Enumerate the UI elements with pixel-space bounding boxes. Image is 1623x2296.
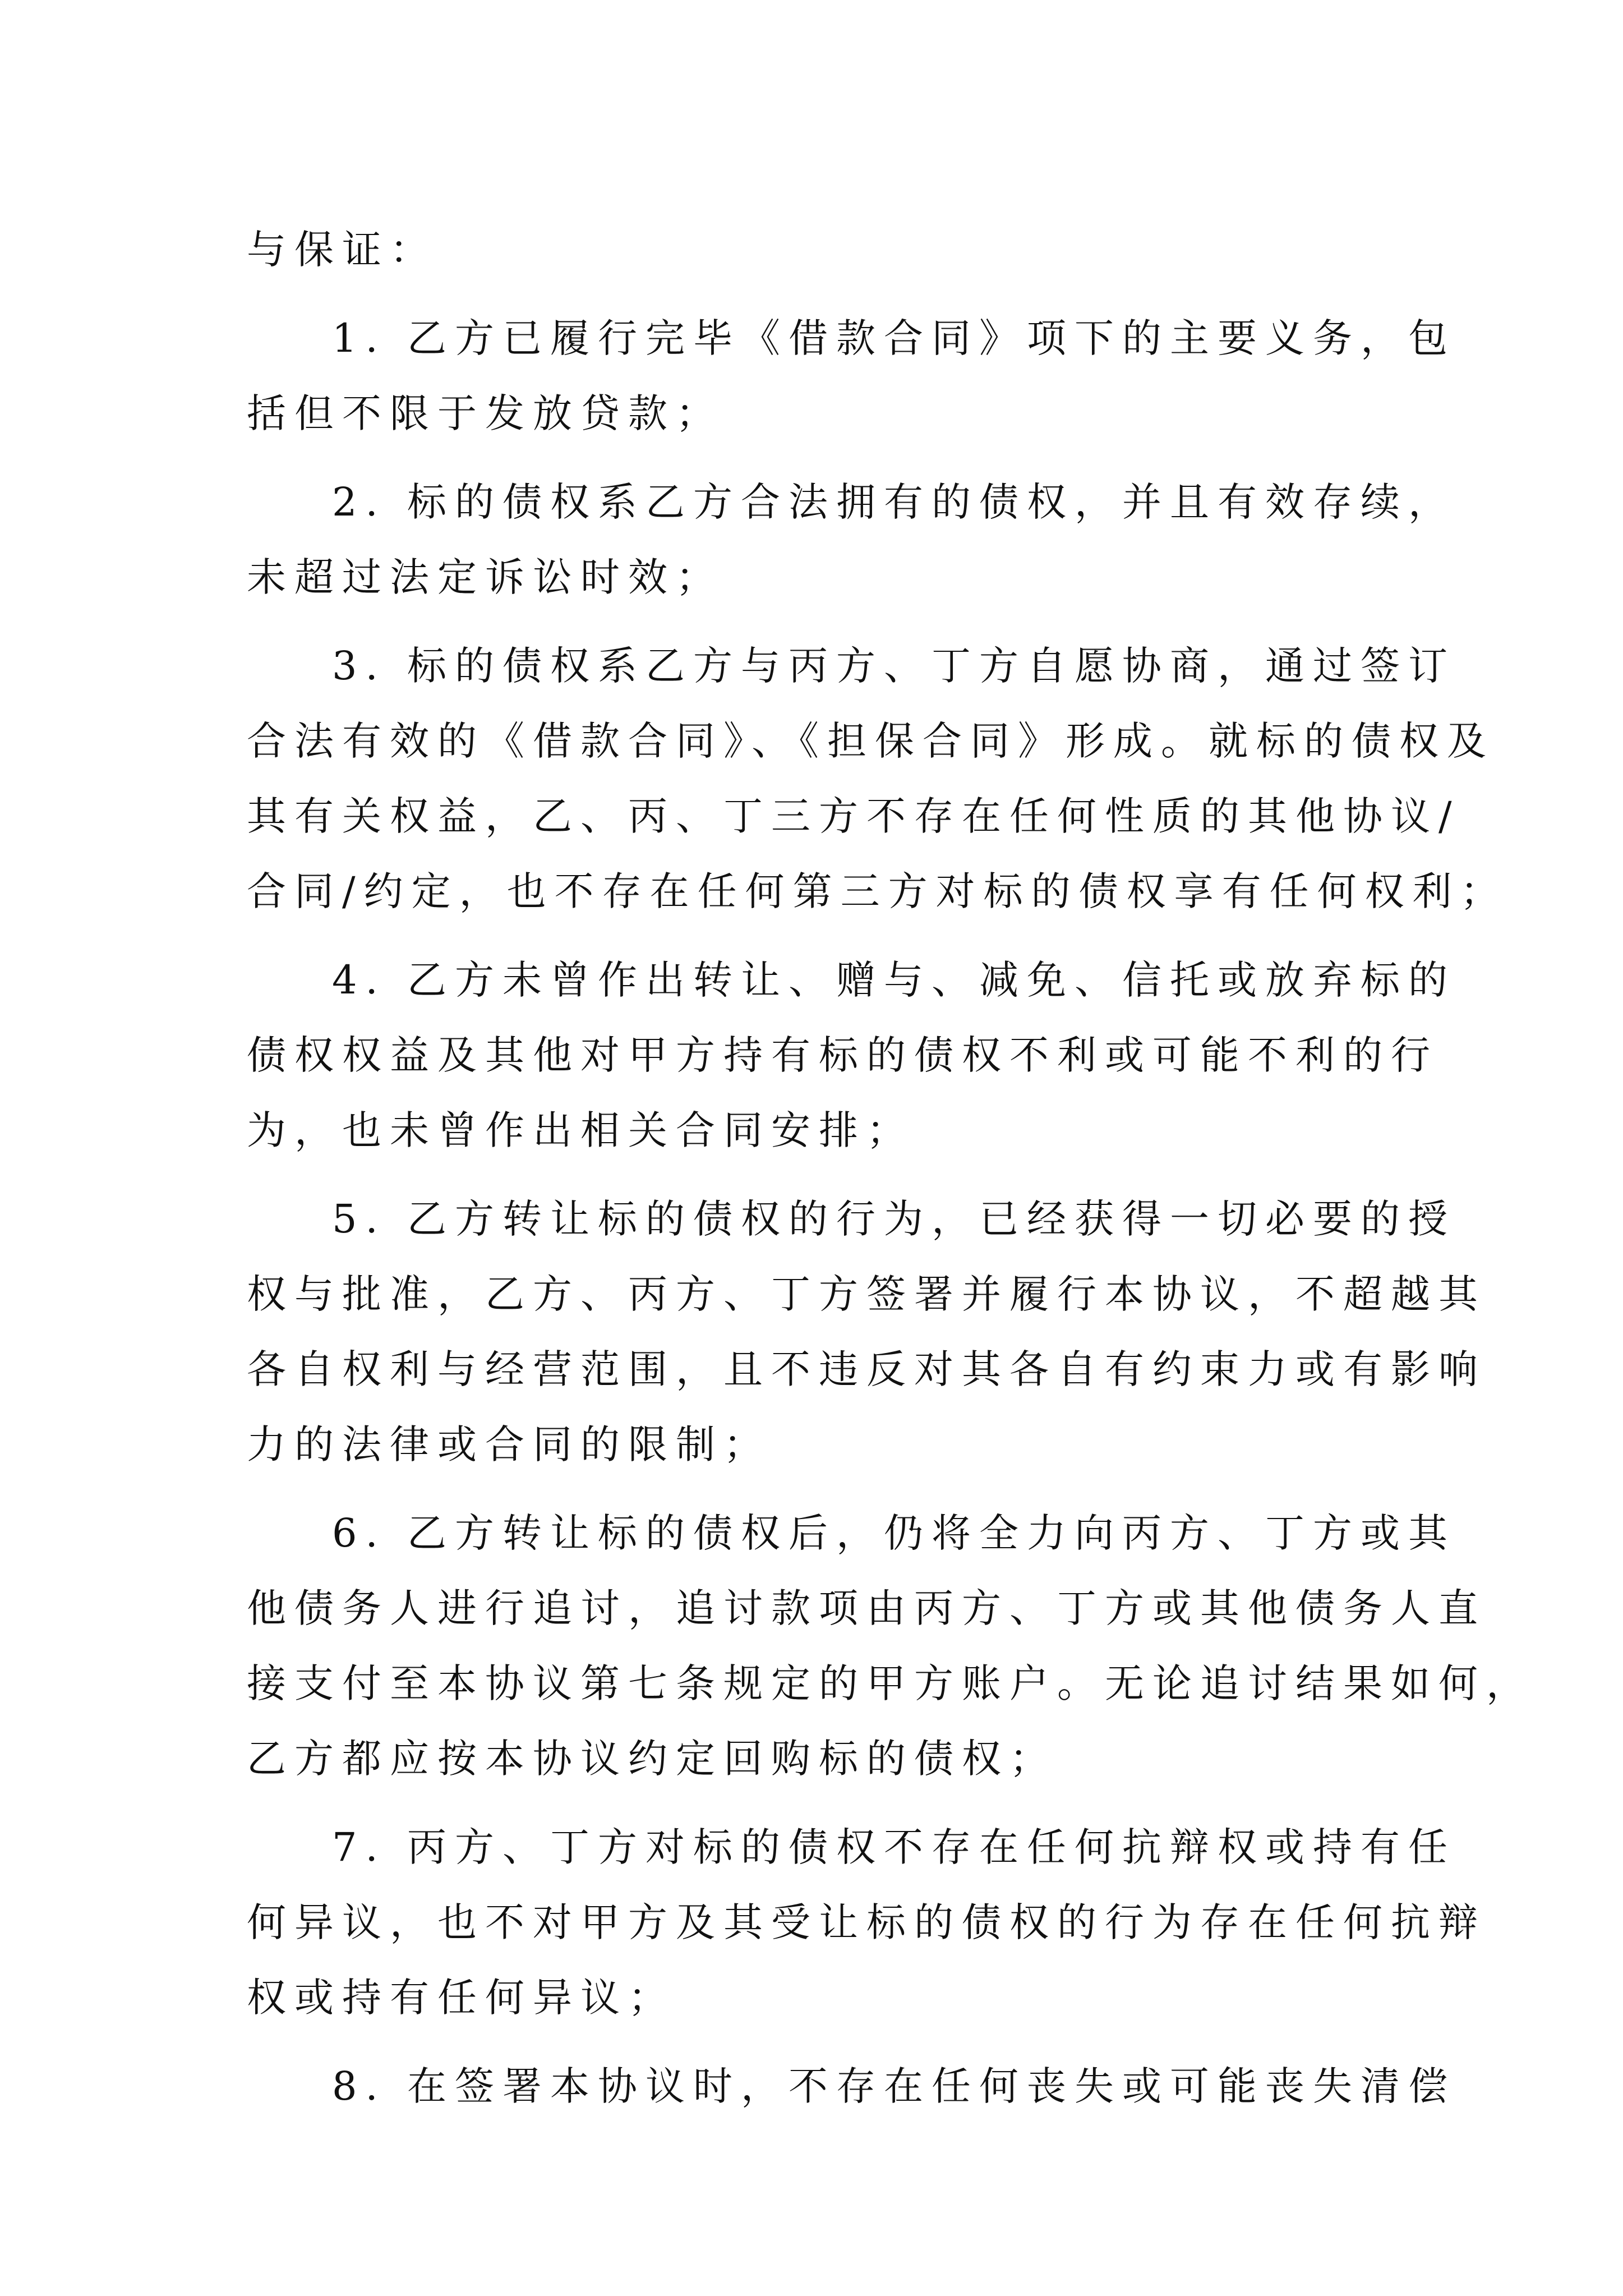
clause-4-line-1: 4. 乙方未曾作出转让、赠与、减免、信托或放弃标的 <box>332 957 1456 1003</box>
clause-1-line-2: 括但不限于发放贷款； <box>247 390 723 436</box>
clause-7 <box>247 1810 1486 2035</box>
paragraph-gap <box>247 615 1385 628</box>
paragraph-gap <box>247 929 1385 942</box>
clause-3 <box>247 628 1508 929</box>
clause-2 <box>247 464 1456 615</box>
paragraph-gap <box>247 451 1385 464</box>
clause-8 <box>247 2049 1456 2124</box>
clause-5-line-1: 5. 乙方转让标的债权的行为，已经获得一切必要的授 <box>332 1196 1456 1242</box>
paragraph-gap <box>247 1168 1385 1181</box>
clause-7-line-1: 7. 丙方、丁方对标的债权不存在任何抗辩权或持有任 <box>332 1824 1456 1870</box>
clause-2-line-1: 2. 标的债权系乙方合法拥有的债权，并且有效存续， <box>332 479 1456 525</box>
clause-2-line-2: 未超过法定诉讼时效； <box>247 554 723 600</box>
clause-8-line-1: 8. 在签署本协议时，不存在任何丧失或可能丧失清偿 <box>332 2063 1456 2109</box>
clause-5-line-3: 各自权利与经营范围，且不违反对其各自有约束力或有影响 <box>247 1346 1486 1392</box>
paragraph-gap <box>247 1796 1385 1810</box>
clause-7-line-2: 何异议，也不对甲方及其受让标的债权的行为存在任何抗辩 <box>247 1899 1486 1945</box>
document-body <box>247 212 1534 2124</box>
clause-6-line-4: 乙方都应按本协议约定回购标的债权； <box>247 1736 1057 1782</box>
clause-6-line-2: 他债务人进行追讨，追讨款项由丙方、丁方或其他债务人直 <box>247 1585 1486 1631</box>
clause-4-line-2: 债权权益及其他对甲方持有标的债权不利或可能不利的行 <box>247 1032 1438 1078</box>
clause-5-line-4: 力的法律或合同的限制； <box>247 1421 771 1467</box>
lead-line: 与保证： <box>247 227 437 273</box>
clause-7-line-3: 权或持有任何异议； <box>247 1975 676 2021</box>
clause-3-line-1: 3. 标的债权系乙方与丙方、丁方自愿协商，通过签订 <box>332 643 1456 689</box>
clause-6-line-3: 接支付至本协议第七条规定的甲方账户。无论追讨结果如何， <box>247 1660 1534 1706</box>
clause-6-line-1: 6. 乙方转让标的债权后，仍将全力向丙方、丁方或其 <box>332 1510 1456 1556</box>
paragraph-gap <box>247 1482 1385 1496</box>
clause-5-line-2: 权与批准，乙方、丙方、丁方签署并履行本协议，不超越其 <box>247 1271 1486 1317</box>
clause-1-line-1: 1. 乙方已履行完毕《借款合同》项下的主要义务，包 <box>332 315 1456 361</box>
paragraph-gap <box>247 2035 1385 2049</box>
clause-5 <box>247 1181 1486 1482</box>
clause-3-line-2: 合法有效的《借款合同》、《担保合同》形成。就标的债权及 <box>247 718 1495 764</box>
clause-3-line-4: 合同/约定，也不存在任何第三方对标的债权享有任何权利； <box>247 868 1508 914</box>
paragraph-gap <box>247 287 1385 301</box>
clause-3-line-3: 其有关权益，乙、丙、丁三方不存在任何性质的其他协议/ <box>247 793 1460 839</box>
clause-6 <box>247 1496 1534 1796</box>
clause-1 <box>247 301 1456 451</box>
clause-4-line-3: 为，也未曾作出相关合同安排； <box>247 1107 914 1153</box>
clause-4 <box>247 942 1456 1168</box>
